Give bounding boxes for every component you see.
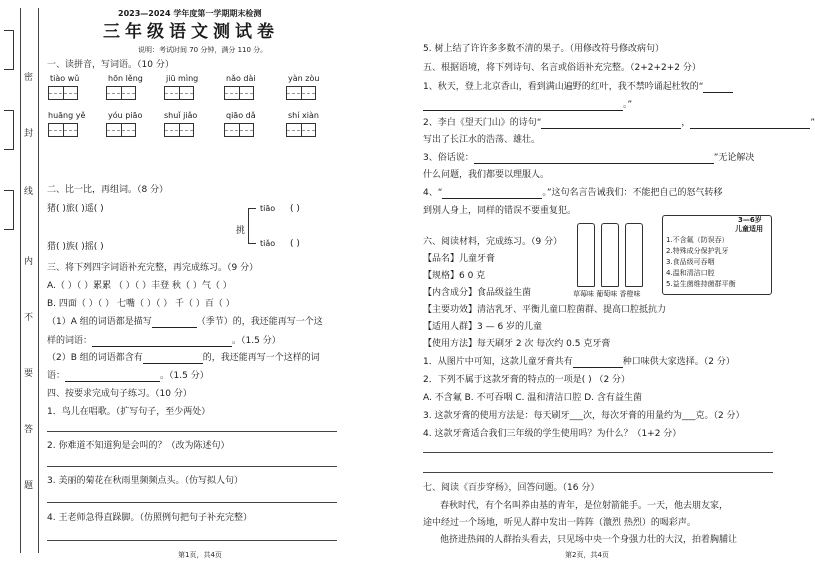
- binding-char: 线: [24, 187, 34, 197]
- q3-sub2-line2: 语： 。（1.5 分）: [47, 371, 209, 381]
- answer-blank[interactable]: [690, 120, 810, 129]
- q6-heading: 六、阅读材料，完成练习。（9 分）: [423, 237, 563, 247]
- binding-line: [38, 8, 39, 553]
- answer-blank[interactable]: [541, 120, 681, 129]
- item5: 5. 树上结了许许多多数不清的果子。（用修改符号修改病句）: [423, 44, 664, 54]
- q3-sub2: （2）B 组的词语都含有 的，我还能再写一个这样的词: [47, 353, 320, 363]
- answer-blank[interactable]: [573, 359, 623, 368]
- product-name: 【品名】儿童牙膏: [423, 254, 496, 264]
- toothpaste-tube-icon: [601, 223, 619, 287]
- answer-blank[interactable]: [65, 373, 160, 382]
- pinyin: shí xiàn: [288, 111, 319, 120]
- answer-line[interactable]: [47, 431, 337, 432]
- pinyin: huāng yě: [48, 111, 86, 120]
- q4-item: 2. 你难道不知道狗是会叫的？（改为陈述句）: [47, 441, 230, 451]
- q6-options: A. 不含氟 B. 不可吞咽 C. 温和清洁口腔 D. 含有益生菌: [423, 393, 642, 403]
- q5-p4: 4、“ 。”这句名言告诫我们：不能把自己的怒气转移: [423, 188, 723, 198]
- feature: 2.特殊成分保护乳牙: [666, 247, 729, 255]
- q5-p1-line2: 。”: [423, 99, 632, 111]
- answer-blank[interactable]: [442, 190, 542, 199]
- q5-p3-line2: 什么问题，我们都要以理服人。: [423, 170, 550, 180]
- exam-note: 说明：考试时间 70 分钟，满分 110 分。: [138, 46, 268, 54]
- binding-char: 答: [24, 425, 34, 435]
- answer-line[interactable]: [47, 502, 337, 503]
- answer-line[interactable]: [423, 452, 773, 453]
- q5-p2-line2: 写出了长江水的浩荡、雄壮。: [423, 135, 541, 145]
- q6-b3: 3. 这款牙膏的使用方法是：每天刷牙___次，每次牙膏的用量约为___克。（2 分）: [423, 411, 745, 421]
- tiao-pinyin: tiǎo: [260, 239, 276, 248]
- q5-p4-line2: 到别人身上，同样的错误不要重复犯。: [423, 206, 577, 216]
- pinyin: yóu piāo: [108, 111, 143, 120]
- page-footer: 第2页，共4页: [565, 551, 609, 559]
- passage-line: 他挤进热闹的人群抬头看去，只见场中央一个身强力壮的大汉，拍着胸脯让: [440, 535, 738, 545]
- binding-char: 封: [24, 129, 34, 139]
- q4-item: 1．鸟儿在唱歌。（扩写句子，至少两处）: [47, 407, 211, 417]
- brace: [248, 208, 256, 244]
- writing-grid[interactable]: [106, 123, 136, 137]
- q4-item: 4. 王老师急得直跺脚。（仿照例句把句子补充完整）: [47, 513, 252, 523]
- q2-heading: 二、比一比，再组词。（8 分）: [47, 185, 169, 195]
- answer-blank[interactable]: [474, 155, 714, 164]
- writing-grid[interactable]: [106, 86, 136, 100]
- pinyin: tiào wǔ: [50, 74, 80, 83]
- tiao-blank[interactable]: ( ): [290, 204, 300, 214]
- tiao-pinyin: tiāo: [260, 204, 276, 213]
- idiom-row-b: B. 四面（ ）（ ） 七嘴（ ）（ ） 千（ ）百（ ）: [47, 299, 235, 309]
- pinyin: nǎo dài: [226, 74, 256, 83]
- writing-grid[interactable]: [224, 123, 254, 137]
- pinyin: shuǐ jiǎo: [164, 111, 198, 120]
- binding-bracket: [4, 110, 14, 150]
- binding-char: 不: [24, 313, 34, 323]
- q4-item: 3. 美丽的菊花在秋雨里频频点头。（仿写拟人句）: [47, 476, 243, 486]
- compare-row: 猪( )旅( )遥( ): [47, 204, 104, 214]
- answer-blank[interactable]: [143, 355, 203, 364]
- answer-blank[interactable]: [703, 84, 733, 93]
- q5-p1: 1、秋天，登上北京香山，看到满山遍野的红叶，我不禁吟诵起杜牧的“: [423, 81, 733, 93]
- compare-row: 猎( )族( )摇( ): [47, 242, 104, 252]
- writing-grid[interactable]: [164, 123, 194, 137]
- tiao-blank[interactable]: ( ): [290, 239, 300, 249]
- q6-b4: 4. 这款牙膏适合我们三年级的学生使用吗？为什么？（1+2 分）: [423, 429, 682, 439]
- q5-p2: 2、李白《望天门山》的诗句“ ， ”: [423, 118, 815, 128]
- writing-grid[interactable]: [224, 86, 254, 100]
- product-ingredient: 【内含成分】食品级益生菌: [423, 288, 532, 298]
- writing-grid[interactable]: [48, 86, 78, 100]
- answer-blank[interactable]: [423, 102, 623, 111]
- pinyin: yàn zòu: [288, 74, 320, 83]
- passage-line: 春秋时代，有个名叫养由基的青年，是位射箭能手。一天，他去朋友家，: [440, 501, 729, 511]
- answer-blank[interactable]: [92, 338, 232, 347]
- product-spec: 【规格】6 0 克: [423, 271, 486, 281]
- q5-heading: 五、根据语境，将下列诗句、名言或俗语补充完整。（2+2+2+2 分）: [423, 63, 701, 73]
- flavor-labels: 草莓味 葡萄味 香橙味: [573, 290, 641, 298]
- toothpaste-tube-icon: [625, 223, 643, 287]
- binding-line: [20, 8, 21, 553]
- q3-heading: 三、将下列四字词语补充完整，再完成练习。（9 分）: [47, 263, 259, 273]
- answer-line[interactable]: [423, 472, 773, 473]
- writing-grid[interactable]: [164, 86, 194, 100]
- pinyin: hōn lěng: [108, 74, 143, 83]
- feature: 5.益生菌维持菌群平衡: [666, 280, 736, 288]
- feature: 3.食品级可吞咽: [666, 258, 715, 266]
- binding-char: 要: [24, 369, 34, 379]
- answer-blank[interactable]: [152, 319, 197, 328]
- writing-grid[interactable]: [286, 86, 316, 100]
- exam-title: 三年级语文测试卷: [103, 22, 279, 42]
- answer-line[interactable]: [47, 466, 337, 467]
- product-usage: 【使用方法】每天刷牙 2 次 每次约 0.5 克牙膏: [423, 339, 611, 349]
- binding-char: 内: [24, 257, 34, 267]
- q6-b2: 2．下列不属于这款牙膏的特点的一项是( ) （2 分）: [423, 375, 631, 385]
- pinyin: qiāo dǎ: [226, 111, 256, 120]
- q7-heading: 七、阅读《百步穿杨》，回答问题。（16 分）: [423, 483, 600, 493]
- q3-sub1: （1）A 组的词语都是描写 （季节）的，我还能再写一个这: [47, 317, 323, 327]
- q1-heading: 一、读拼音，写词语。（10 分）: [47, 60, 174, 70]
- passage-line: 途中经过一个场地，听见人群中发出一阵阵（激烈 热烈）的喝彩声。: [423, 518, 696, 528]
- age-badge: 儿童适用: [735, 225, 763, 233]
- age-badge: 3—6岁: [738, 216, 762, 224]
- binding-char: 题: [24, 481, 34, 491]
- tiao-char: 挑: [236, 226, 246, 236]
- idiom-row-a: A.（ ）（ ）累累 （ ）（ ）丰登 秋（ ）气（ ）: [47, 281, 232, 291]
- page-footer: 第1页，共4页: [178, 551, 222, 559]
- binding-bracket: [4, 30, 14, 70]
- product-function: 【主要功效】清洁乳牙、平衡儿童口腔菌群、提高口腔抵抗力: [423, 305, 667, 315]
- q4-heading: 四、按要求完成句子练习。（10 分）: [47, 389, 192, 399]
- q3-sub1-line2: 样的词语： 。（1.5 分）: [47, 336, 281, 346]
- binding-char: 密: [24, 73, 34, 83]
- toothpaste-tube-icon: [577, 223, 595, 287]
- q5-p3: 3、俗话说： ”无论解决: [423, 153, 755, 163]
- q6-b1: 1．从图片中可知，这款儿童牙膏共有 种口味供大家选择。（2 分）: [423, 357, 735, 367]
- binding-bracket: [4, 190, 14, 230]
- feature: 4.温和清洁口腔: [666, 269, 715, 277]
- writing-grid[interactable]: [286, 123, 316, 137]
- product-people: 【适用人群】3 — 6 岁的儿童: [423, 322, 543, 332]
- exam-header: 2023—2024 学年度第一学期期末检测: [118, 9, 262, 18]
- answer-line[interactable]: [47, 540, 337, 541]
- writing-grid[interactable]: [48, 123, 78, 137]
- pinyin: jiū mìng: [166, 74, 199, 83]
- feature: 1.不含氟（防误吞）: [666, 236, 729, 244]
